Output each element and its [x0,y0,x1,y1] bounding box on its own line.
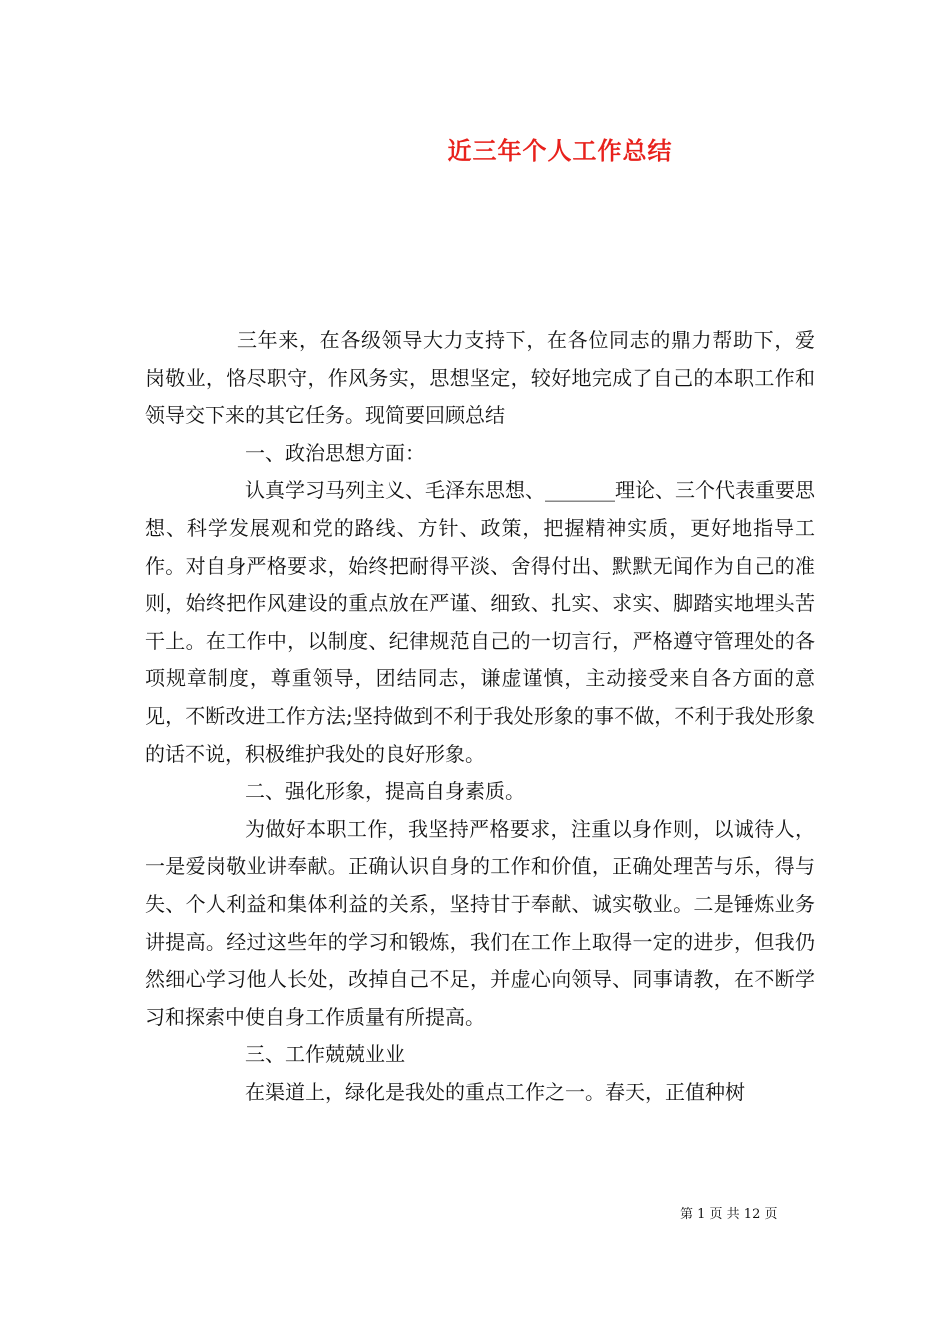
document-body [145,322,815,1111]
paragraph-work: 在渠道上，绿化是我处的重点工作之一。春天，正值种树 [245,1079,745,1104]
page-title: 近三年个人工作总结 [447,136,673,165]
section-heading-3: 三、工作兢兢业业 [245,1042,405,1067]
paragraph-image: 为做好本职工作，我坚持严格要求，注重以身作则，以诚待人，一是爱岗敬业讲奉献。正确认识自身的工作和价值，正确处理苦与乐，得与失、个人利益和集体利益的关系，坚持甘于奉献、诚实敬业。二是锤炼业务讲提高。经过这些年的学习和锻炼，我们在工作上取得一定的进步，但我仍然细心学习他人长处，改掉自己不足，并虚心向领导、同事请教，在不断学习和探索中使自身工作质量有所提高。 [145,816,815,1029]
section-heading-2: 二、强化形象，提高自身素质。 [245,779,525,804]
paragraph-political: 认真学习马列主义、毛泽东思想、_______理论、三个代表重要思想、科学发展观和党的路线、方针、政策，把握精神实质，更好地指导工作。对自身严格要求，始终把耐得平淡、舍得付出、默默无闻作为自己的准则，始终把作风建设的重点放在严谨、细致、扎实、求实、脚踏实地埋头苦干上。在工作中，以制度、纪律规范自己的一切言行，严格遵守管理处的各项规章制度，尊重领导，团结同志，谦虚谨慎，主动接受来自各方面的意见，不断改进工作方法;坚持做到不利于我处形象的事不做，不利于我处形象的话不说，积极维护我处的良好形象。 [145,478,815,766]
paragraph-intro: 三年来，在各级领导大力支持下，在各位同志的鼎力帮助下，爱岗敬业，恪尽职守，作风务实，思想坚定，较好地完成了自己的本职工作和领导交下来的其它任务。现简要回顾总结 [145,328,815,428]
page-footer: 第 1 页 共 12 页 [680,1207,778,1222]
section-heading-1: 一、政治思想方面： [245,440,425,465]
